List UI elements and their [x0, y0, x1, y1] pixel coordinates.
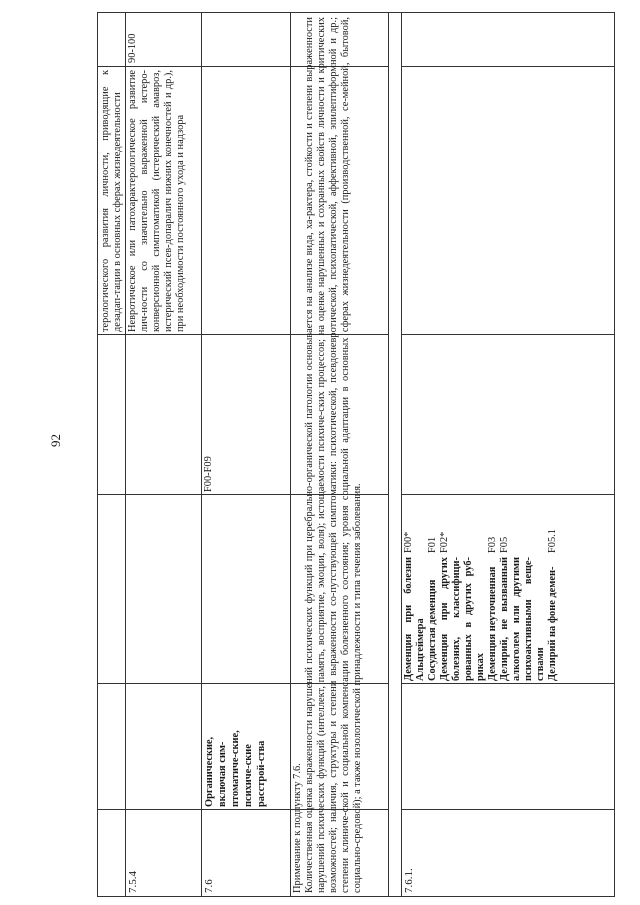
- note-title: Примечание к подпункту 7.6.: [292, 763, 303, 893]
- rule: [401, 66, 615, 67]
- row-76-name: Органические, включая сим-птоматиче-ские, психиче-ские расстрой-ства: [204, 730, 267, 807]
- item-name-other: Деменция при других болезнях, классифици-рованных в других руб-риках: [439, 557, 486, 681]
- note: [292, 17, 364, 893]
- item-name-alzheimer: Деменция при болезни Альцгеймера: [403, 557, 426, 681]
- note-text: Количественная оценка выраженности нарушений психических функций при церебрально-органической патологии основывается на анализе вида, ха-рактера, стойкости и степени выраженности нарушений психических функций (интеллект, память, восприятие, эмоции, воля); истощаемости психиче-ских процессов; на оценке нарушенных и сохранных свойств личности и критических возможностей; наличия, структуры и степени выраженности со-путствующей симптоматики: психотической, псевдоневротической, психопатической, аффективной, эпилептиформной и др.; степени клиниче-ской и социальной компенсации болезненного состояния; уровня социальной адаптации в основных сферах жизнедеятельности (производственной, се-мейной, бытовой, социально-средовой); а также нозологической принадлежности и типа течения заболевания.: [304, 17, 363, 893]
- rule: [401, 12, 402, 897]
- item-code-alzheimer: F00*: [403, 531, 414, 553]
- rotated-table: [97, 12, 615, 897]
- rule: [388, 12, 389, 897]
- page-number: 92: [48, 434, 63, 447]
- item-code-delirium: F05: [499, 536, 510, 553]
- row-754-continued-text: терологического развития личности, приводящие к дезадап-тации в основных сферах жизнедеятельности: [100, 70, 123, 332]
- item-name-vascular: Сосудистая деменция: [427, 579, 438, 681]
- rule: [401, 334, 615, 335]
- item-code-other: F02*: [439, 531, 450, 553]
- rule: [97, 896, 615, 897]
- rule: [614, 12, 615, 897]
- item-code-delirium-dementia: F05.1: [547, 529, 558, 553]
- rule: [401, 494, 615, 495]
- rule: [401, 809, 615, 810]
- item-name-unspecified: Деменция неуточненная: [487, 566, 498, 681]
- rule: [290, 12, 291, 897]
- row-754-number: 7.5.4: [127, 871, 139, 893]
- row-754-description: Невротическое или патохарактерологическое развитие лич-ности со значительно выраженной истеро-конверсионной симптоматикой (истерический амавроз, истерический псев-допаралич нижних конечностей и др.), при необходимости постоянного ухода и надзора: [127, 70, 186, 332]
- rule: [201, 12, 202, 897]
- item-code-vascular: F01: [427, 536, 438, 553]
- rule: [97, 12, 615, 13]
- row-76-number: 7.6: [203, 879, 215, 893]
- item-name-delirium: Делирий, не вызванный алкоголем или другими психоактивными веще-ствами: [499, 557, 546, 681]
- rule: [401, 683, 615, 684]
- item-code-unspecified: F03: [487, 536, 498, 553]
- rule: [125, 12, 126, 897]
- row-761-number: 7.6.1.: [403, 868, 415, 893]
- row-754-percent: 90-100: [127, 33, 138, 63]
- rule: [97, 12, 98, 897]
- item-name-delirium-dementia: Делирий на фоне демен-: [547, 566, 558, 681]
- row-76-code: F00-F09: [203, 456, 214, 492]
